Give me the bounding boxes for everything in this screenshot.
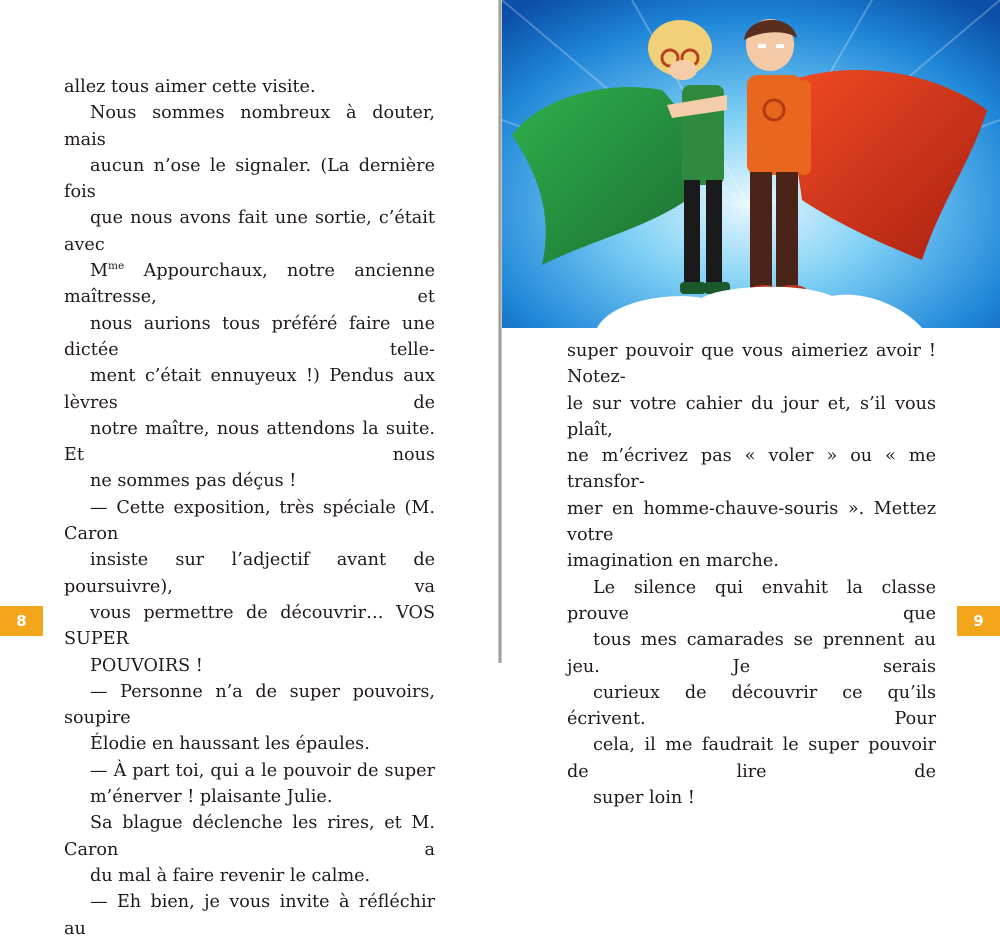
text-line: le sur votre cahier du jour et, s’il vous plaît, <box>567 393 936 440</box>
text-line: cela, il me faudrait le super pouvoir de lire de <box>567 735 936 782</box>
text-line: notre maître, nous attendons la suite. Et nous <box>64 418 435 466</box>
page-number-right: 9 <box>957 606 1000 636</box>
text-line: Le silence qui envahit la classe prouve que <box>567 577 936 624</box>
text-line: du mal à faire revenir le calme. <box>90 865 371 886</box>
text-line: ne m’écrivez pas « voler » ou « me transfor- <box>567 446 936 493</box>
paragraph <box>64 495 435 679</box>
paragraph <box>567 338 936 575</box>
paragraph <box>64 100 435 494</box>
superhero-illustration <box>502 0 1000 328</box>
paragraph <box>64 810 435 889</box>
text-line: $M^{me}$ Appourchaux, notre ancienne maîtresse, et <box>64 260 435 308</box>
left-page-text <box>64 74 435 942</box>
text-line: tous mes camarades se prennent au jeu. Je serais <box>567 630 936 677</box>
text-line: imagination en marche. <box>567 551 779 572</box>
text-line: — Cette exposition, très spéciale (M. Caron <box>64 497 435 545</box>
text-line: POUVOIRS ! <box>90 655 203 676</box>
text-line: nous aurions tous préféré faire une dictée telle- <box>64 313 435 360</box>
paragraph <box>567 575 936 812</box>
text-line: aucun n’ose le signaler. (La dernière fois <box>64 155 435 203</box>
paragraph <box>64 758 435 811</box>
text-line: super loin ! <box>593 788 695 809</box>
text-line: — Personne n’a de super pouvoirs, soupire <box>64 681 435 729</box>
right-page-text <box>567 338 936 811</box>
paragraph <box>64 74 435 100</box>
paragraph <box>64 679 435 758</box>
text-line: ment c’était ennuyeux !) Pendus aux lèvres de <box>64 366 435 413</box>
superscript-abbreviation: me <box>108 260 125 273</box>
text-line: m’énerver ! plaisante Julie. <box>90 787 333 808</box>
text-line: allez tous aimer cette visite. <box>64 77 316 97</box>
text-line: insiste sur l’adjectif avant de poursuivre), va <box>64 550 435 597</box>
text-line: curieux de découvrir ce qu’ils écrivent. Pour <box>567 682 936 730</box>
text-line: super pouvoir que vous aimeriez avoir ! Notez- <box>567 341 936 388</box>
left-page <box>0 0 498 939</box>
page-number-left: 8 <box>0 606 43 636</box>
text-line: Nous sommes nombreux à douter, mais <box>64 103 435 150</box>
text-line: vous permettre de découvrir… VOS SUPER <box>64 602 435 650</box>
right-page <box>502 0 1000 809</box>
paragraph <box>64 889 435 942</box>
text-line: que nous avons fait une sortie, c’était avec <box>64 208 435 255</box>
text-line: Sa blague déclenche les rires, et M. Caron a <box>64 813 435 860</box>
text-line: — À part toi, qui a le pouvoir de super <box>90 760 435 781</box>
text-line: mer en homme-chauve-souris ». Mettez votre <box>567 498 936 546</box>
text-line: — Eh bien, je vous invite à réfléchir au <box>64 892 435 939</box>
text-line: Élodie en haussant les épaules. <box>90 734 370 755</box>
text-line: ne sommes pas déçus ! <box>90 471 297 492</box>
